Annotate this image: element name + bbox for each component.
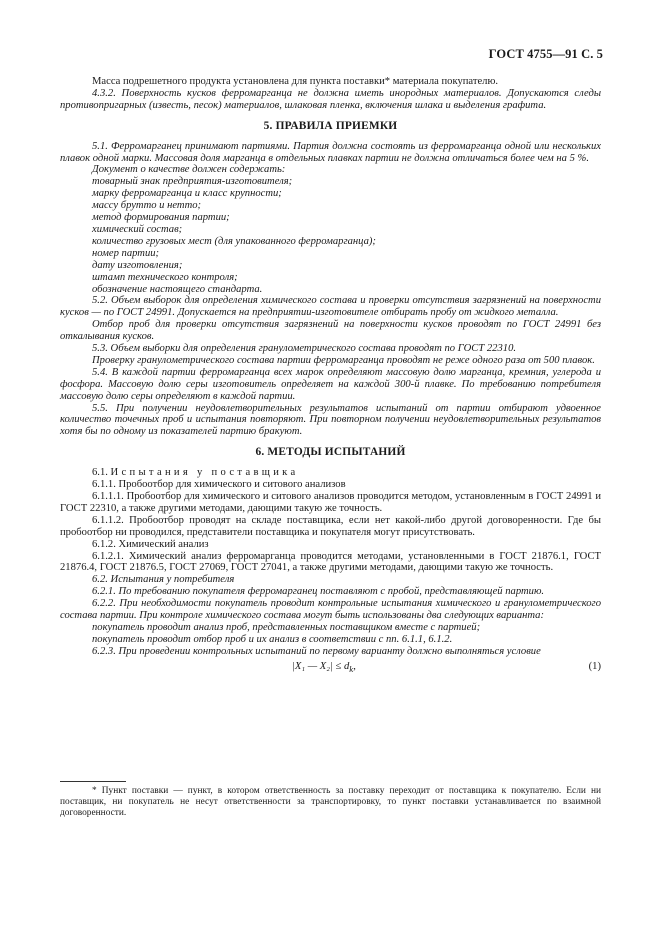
- paragraph: 6.1.1.2. Пробоотбор проводят на складе поставщика, если нет какой-либо другой договоренности. Где бы пробоотбор ни проводился, представители поставщика и покупателя могут присутствовать.: [60, 514, 601, 538]
- footnote: [60, 786, 601, 819]
- paragraph: 6.2.3. При проведении контрольных испытаний по первому варианту должно выполняться условие: [92, 645, 541, 657]
- list-item: покупатель проводит отбор проб и их анализ в соответствии с пп. 6.1.1, 6.1.2.: [92, 633, 453, 645]
- footnote-text: * Пункт поставки — пункт, в котором ответственность за поставку переходит от поставщика к покупателю. Если ни поставщик, ни покупатель не несут ответственности за транспортировку, то пункт поставки устанавливается по взаимной договоренности.: [60, 786, 601, 818]
- paragraph: 6.2.1. По требованию покупателя ферромарганец поставляют с пробой, представляющей партию.: [92, 586, 545, 598]
- paragraph: 5.1. Ферромарганец принимают партиями. Партия должна состоять из ферромарганца одной или нескольких плавок одной марки. Массовая доля марганца в отдельных плавках партии не должна отличаться более чем на 5 %.: [60, 140, 601, 164]
- list-item: массу брутто и нетто;: [92, 200, 202, 212]
- paragraph: 6.1.2.1. Химический анализ ферромарганца проводится методами, установленными в ГОСТ 21876.1, ГОСТ 21876.4, ГОСТ 21876.5, ГОСТ 27069, ГОСТ 27041, а также другими методами, дающими такую же точность.: [60, 550, 601, 574]
- subsection-title: Испытания у поставщика: [110, 467, 299, 479]
- paragraph: 5.3. Объем выборки для определения гранулометрического состава проводят по ГОСТ 22310.: [92, 343, 517, 355]
- formula-number: (1): [588, 660, 601, 672]
- list-item: штамп технического контроля;: [92, 271, 238, 283]
- formula-expression: |X₁ — $X_2| \le d_k$,: [292, 660, 356, 674]
- list-item: номер партии;: [92, 247, 160, 259]
- paragraph: Масса подрешетного продукта установлена для пункта поставки* материала покупателю.: [92, 76, 499, 87]
- list-item: химический состав;: [92, 223, 183, 235]
- paragraph: 6.1.2. Химический анализ: [92, 538, 209, 550]
- paragraph: 5.5. При получении неудовлетворительных результатов испытаний от партии отбирают удвоенное количество точечных проб и испытания повторяют. При повторном получении неудовлетворительных результатов хотя бы по одному из показателей партию бракуют.: [60, 402, 601, 438]
- section-heading: 5. ПРАВИЛА ПРИЕМКИ: [263, 119, 398, 132]
- page-content: [60, 76, 601, 675]
- subsection-number: 6.1.: [92, 467, 108, 479]
- paragraph: 4.3.2. Поверхность кусков ферромарганца не должна иметь инородных материалов. Допускаются следы противопригарных (известь, песок) материалов, шлаковая пленка, включения шлака и выделения графита.: [60, 87, 601, 111]
- formula: [60, 659, 601, 675]
- paragraph: Документ о качестве должен содержать:: [92, 164, 286, 176]
- section-heading: 6. МЕТОДЫ ИСПЫТАНИЙ: [255, 446, 406, 459]
- list-item: дату изготовления;: [92, 259, 183, 271]
- paragraph: Проверку гранулометрического состава партии ферромарганца проводят не реже одного раза от 500 плавок.: [92, 354, 595, 366]
- subsection-heading: [60, 467, 601, 479]
- list-item: метод формирования партии;: [92, 212, 230, 224]
- paragraph: 5.4. В каждой партии ферромарганца всех марок определяют массовую долю марганца, кремния, углерода и фосфора. Массовую долю серы изготовитель определяет на каждой 300-й плавке. По требованию потребителя массовую долю серы определяют в каждой партии.: [60, 366, 601, 402]
- list-item: количество грузовых мест (для упакованного ферромарганца);: [92, 235, 376, 247]
- list-item: обозначение настоящего стандарта.: [92, 283, 263, 295]
- page-header: ГОСТ 4755—91 С. 5: [488, 47, 603, 61]
- paragraph: 6.2.2. При необходимости покупатель проводит контрольные испытания химического и гранулометрического состава партии. При контроле химического состава могут быть использованы два следующих варианта:: [60, 598, 601, 622]
- paragraph: 6.2. Испытания у потребителя: [92, 574, 235, 586]
- list-item: товарный знак предприятия-изготовителя;: [92, 176, 293, 188]
- paragraph: 6.1.1. Пробоотбор для химического и ситового анализов: [92, 479, 346, 491]
- list-item: марку ферромарганца и класс крупности;: [92, 188, 282, 200]
- list-item: покупатель проводит анализ проб, представленных поставщиком вместе с партией;: [92, 621, 481, 633]
- paragraph: 6.1.1.1. Пробоотбор для химического и ситового анализов проводится методом, установленным в ГОСТ 24991 и ГОСТ 22310, а также другими методами, дающими такую же точность.: [60, 491, 601, 514]
- paragraph: Отбор проб для проверки отсутствия загрязнений на поверхности кусков проводят по ГОСТ 24991 без откалывания кусков.: [60, 319, 601, 343]
- paragraph: 5.2. Объем выборок для определения химического состава и проверки отсутствия загрязнений на поверхности кусков — по ГОСТ 24991. Допускается на предприятии-изготовителе отбирать пробу от жидкого металла.: [60, 295, 601, 319]
- footnote-separator: [60, 781, 126, 782]
